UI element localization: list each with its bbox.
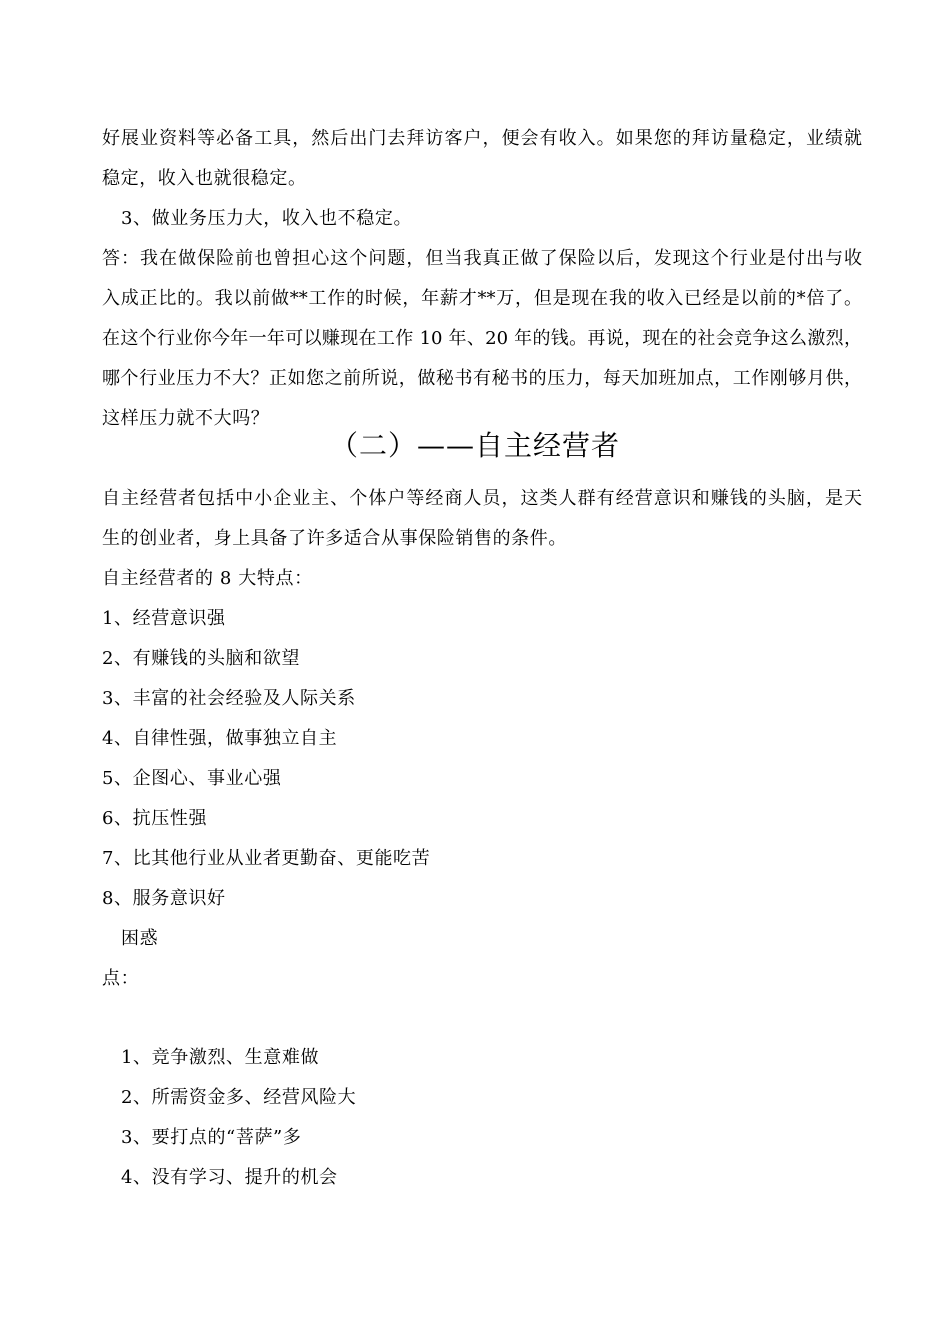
list-item: 5、企图心、事业心强 [102,768,282,789]
list-item-3: 3、做业务压力大，收入也不稳定。 [121,208,413,229]
section-heading: （二）——自主经营者 [329,429,620,462]
answer-line: 答：我在做保险前也曾担心这个问题，但当我真正做了保险以后，发现这个行业是付出与收 [102,248,862,269]
intro-line: 自主经营者包括中小企业主、个体户等经商人员，这类人群有经营意识和赚钱的头脑，是天 [102,488,862,509]
list-item: 2、所需资金多、经营风险大 [121,1087,357,1108]
confusion-title: 困惑 [121,928,159,949]
answer-line: 哪个行业压力不大？正如您之前所说，做秘书有秘书的压力，每天加班加点，工作刚够月供， [102,368,862,389]
traits-title: 自主经营者的 8 大特点： [102,568,313,589]
list-item: 1、经营意识强 [102,608,226,629]
paragraph-line: 好展业资料等必备工具，然后出门去拜访客户，便会有收入。如果您的拜访量稳定，业绩就 [102,128,862,149]
list-item: 8、服务意识好 [102,888,226,909]
list-item: 3、丰富的社会经验及人际关系 [102,688,356,709]
list-item: 6、抗压性强 [102,808,208,829]
answer-line: 在这个行业你今年一年可以赚现在工作 10 年、20 年的钱。再说，现在的社会竞争这么激烈， [102,328,862,349]
paragraph-line: 稳定，收入也就很稳定。 [102,168,307,189]
intro-line: 生的创业者，身上具备了许多适合从事保险销售的条件。 [102,528,567,549]
list-item: 1、竞争激烈、生意难做 [121,1047,320,1068]
confusion-title-continued: 点： [102,968,140,989]
list-item: 2、有赚钱的头脑和欲望 [102,648,301,669]
list-item: 4、没有学习、提升的机会 [121,1167,338,1188]
list-item: 3、要打点的“菩萨”多 [121,1127,302,1148]
list-item: 7、比其他行业从业者更勤奋、更能吃苦 [102,848,431,869]
list-item: 4、自律性强，做事独立自主 [102,728,338,749]
answer-line: 这样压力就不大吗？ [102,408,270,429]
answer-line: 入成正比的。我以前做**工作的时候，年薪才**万，但是现在我的收入已经是以前的*倍了。 [102,288,862,309]
